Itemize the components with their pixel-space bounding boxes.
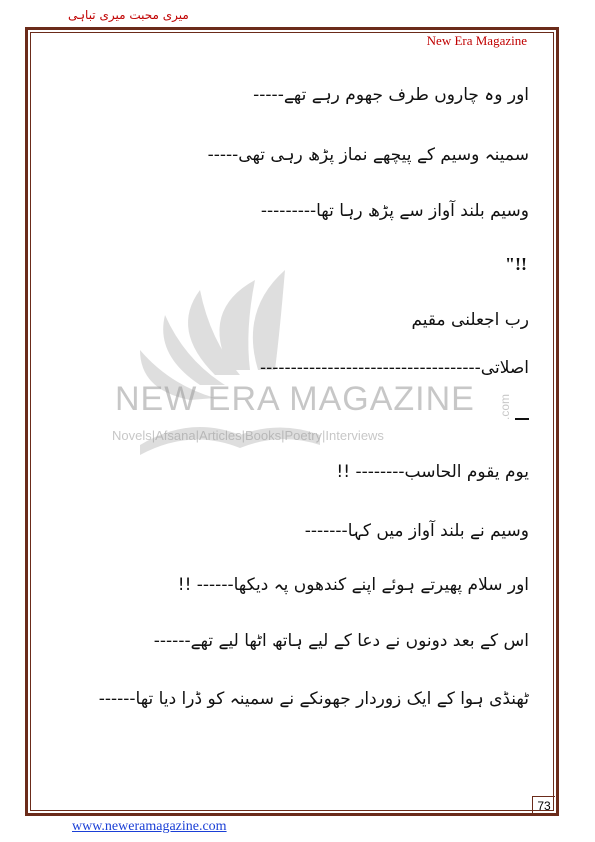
exclamation-line: "!! [505, 254, 527, 274]
watermark-domain: .com [498, 393, 513, 421]
text-line-10: اس کے بعد دونوں نے دعا کے لیے ہاتھ اٹھا لیے تھے------ [153, 631, 529, 651]
magazine-name: New Era Magazine [426, 33, 527, 48]
dash-mark [515, 418, 529, 420]
text-line-2: سمینہ وسیم کے پیچھے نماز پڑھ رہی تھی----- [207, 145, 529, 165]
page-number: 73 [532, 796, 555, 815]
text-line-8: وسیم نے بلند آواز میں کہا------- [304, 521, 529, 541]
book-title: میری محبت میری تباہی [68, 8, 189, 22]
text-line-11: ٹھنڈی ہوا کے ایک زوردار جھونکے نے سمینہ کو ڈرا دیا تھا------ [98, 689, 529, 709]
text-line-5: رب اجعلنی مقیم [411, 310, 529, 330]
text-line-3: وسیم بلند آواز سے پڑھ رہا تھا--------- [260, 201, 529, 221]
website-link[interactable]: www.neweramagazine.com [72, 819, 227, 834]
text-line-1: اور وہ چاروں طرف جھوم رہے تھے----- [253, 85, 529, 105]
text-line-7: یوم یقوم الحاسب-------- !! [336, 462, 529, 482]
watermark-subtitle: Novels|Afsana|Articles|Books|Poetry|Interviews [112, 428, 384, 443]
text-line-6: اصلاتی------------------------------------ [259, 358, 529, 378]
text-line-9: اور سلام پھیرتے ہوئے اپنے کندھوں پہ دیکھا------ !! [177, 575, 529, 595]
watermark-title: NEW ERA MAGAZINE [115, 380, 475, 418]
